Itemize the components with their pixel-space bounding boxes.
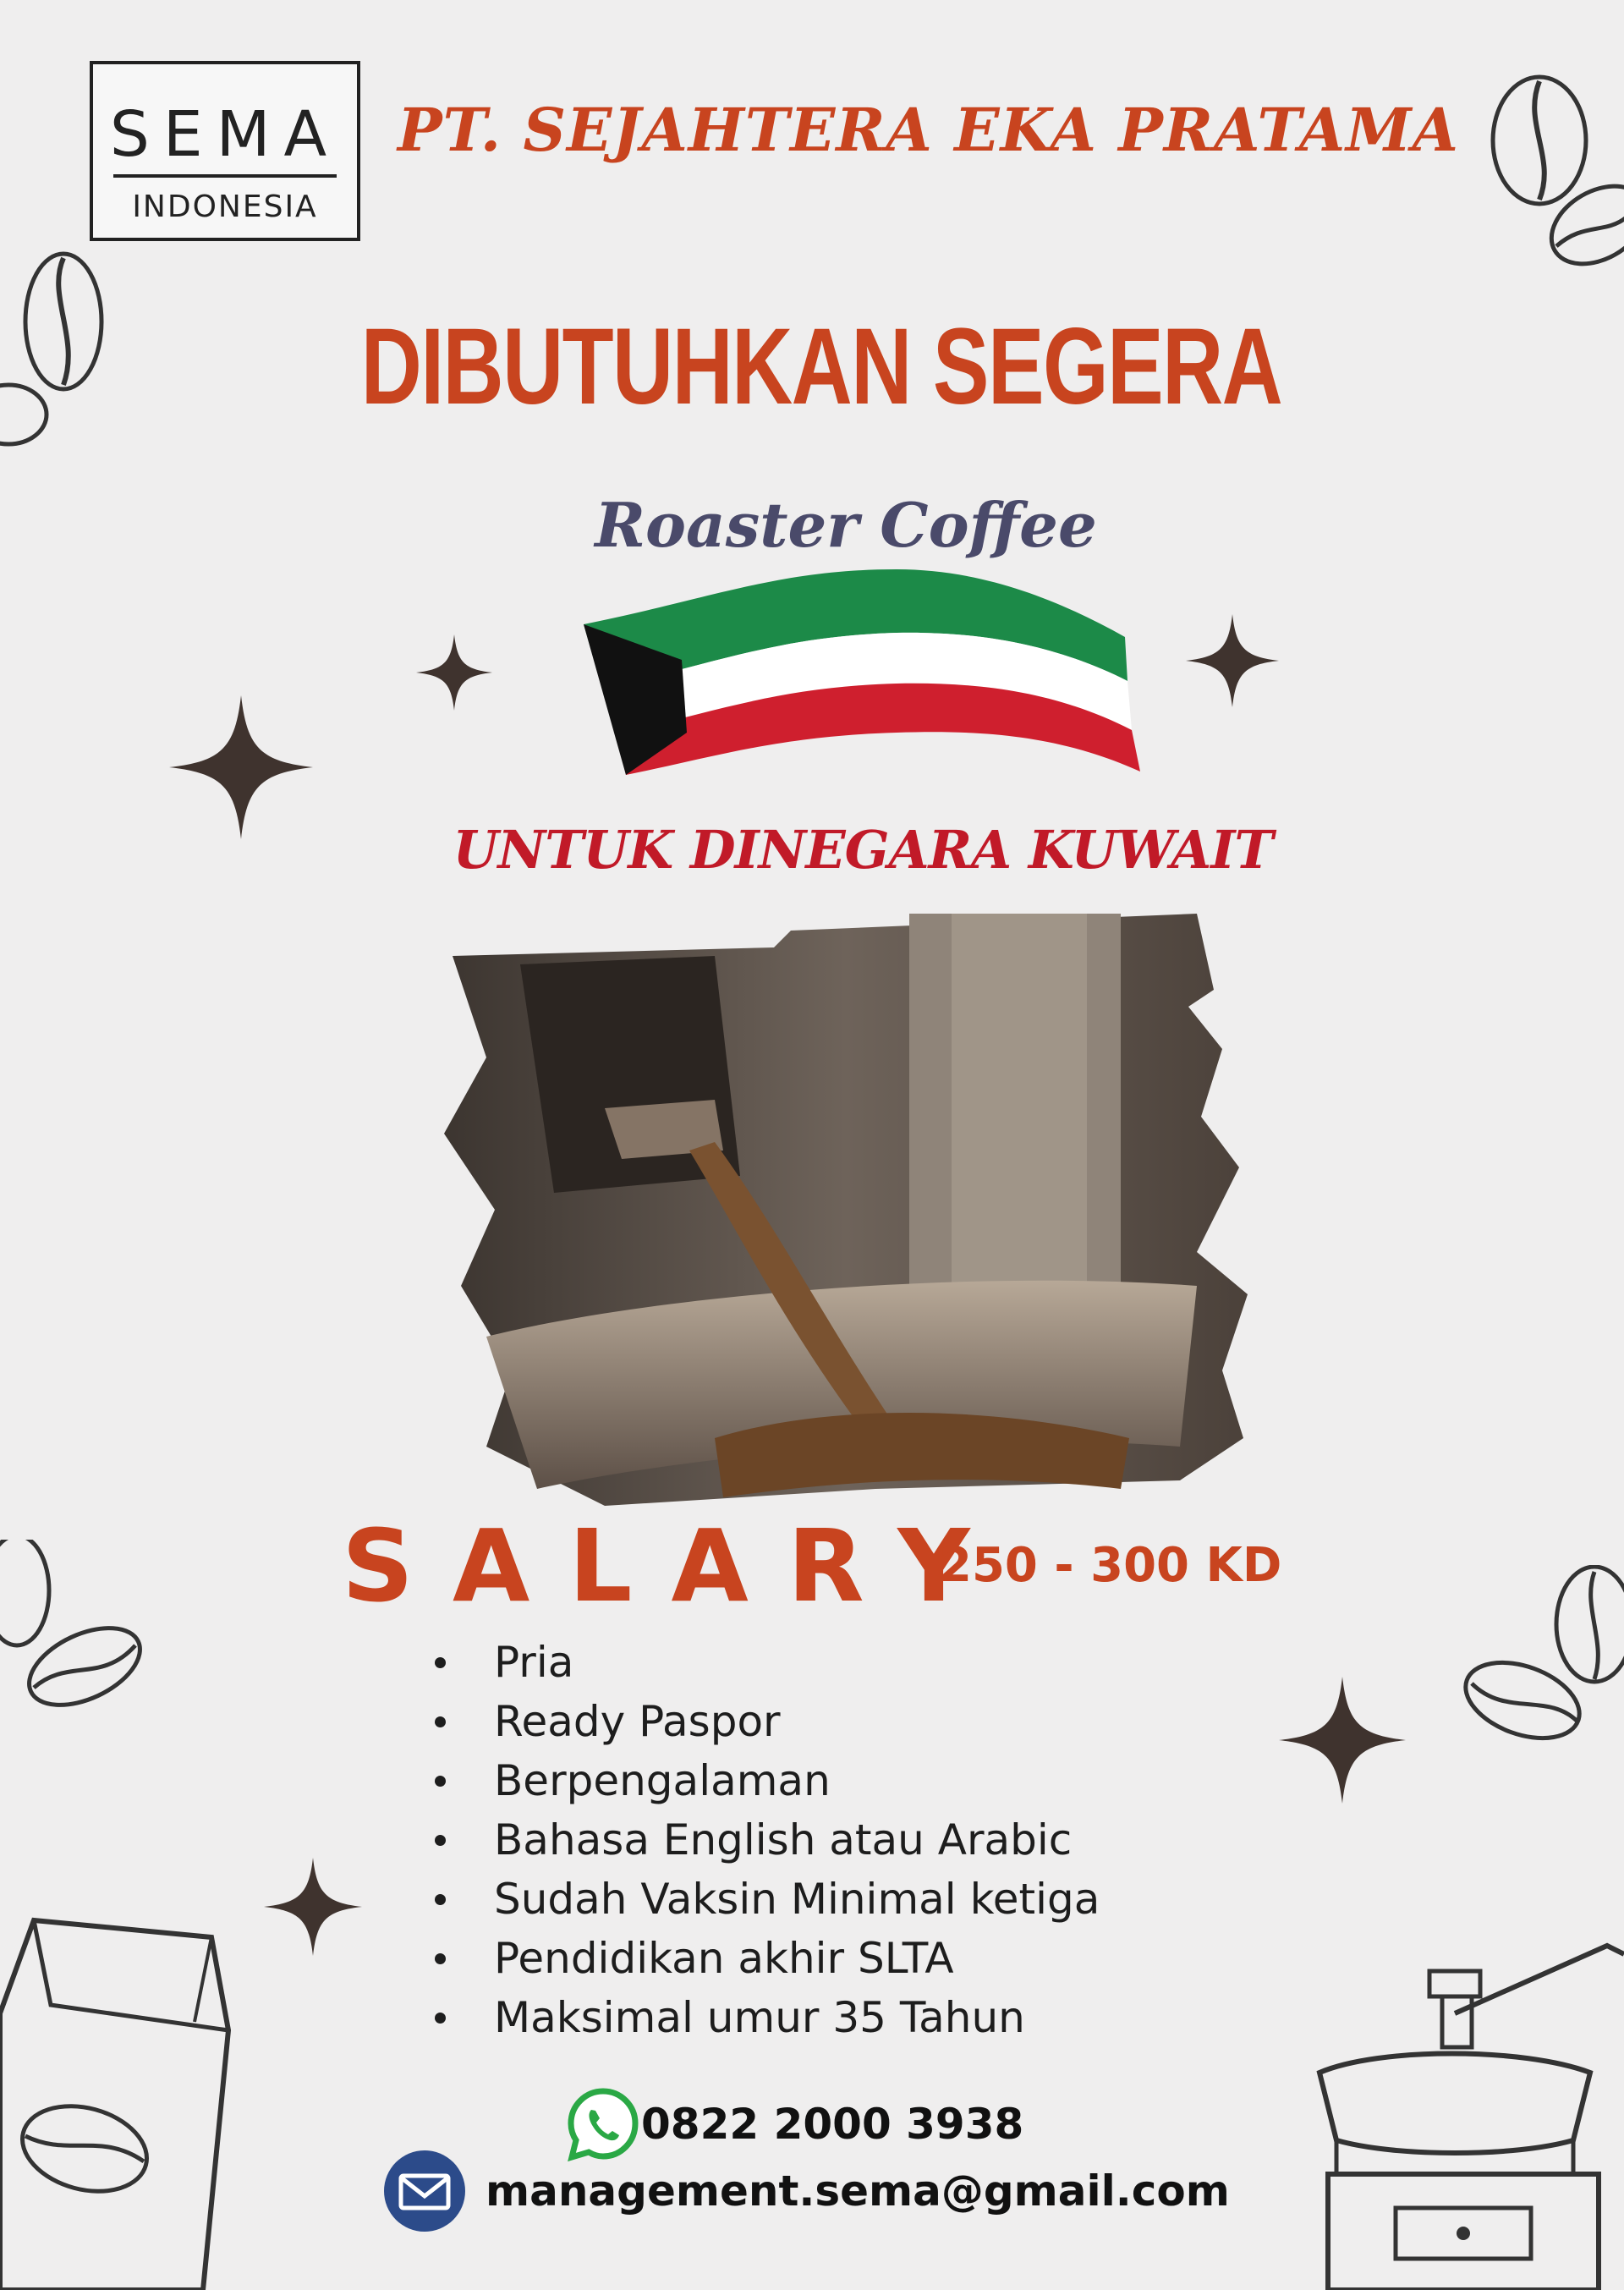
coffee-bean-icon — [0, 1540, 144, 1709]
destination-country: UNTUK DINEGARA KUWAIT — [453, 819, 1273, 881]
sparkle-icon — [169, 695, 313, 839]
logo-word: SEMA — [109, 98, 341, 171]
coffee-bean-icon — [1489, 73, 1624, 267]
list-item: Berpengalaman — [431, 1751, 1277, 1810]
phone-number: 0822 2000 3938 — [641, 2100, 1024, 2149]
job-position: Roaster Coffee — [595, 489, 1097, 561]
logo-subtitle: INDONESIA — [132, 189, 318, 224]
sparkle-icon — [416, 634, 492, 711]
requirements-list — [431, 1633, 1277, 2047]
headline: DIBUTUHKAN SEGERA — [360, 306, 1282, 427]
company-logo — [90, 61, 360, 241]
salary-value: 250 - 300 KD — [939, 1538, 1282, 1593]
mail-icon — [382, 2149, 467, 2233]
list-item: Maksimal umur 35 Tahun — [431, 1988, 1277, 2047]
list-item: Pria — [431, 1633, 1277, 1692]
list-item: Pendidikan akhir SLTA — [431, 1929, 1277, 1988]
coffee-grinder-icon — [1303, 1920, 1624, 2290]
email-address: management.sema@gmail.com — [486, 2166, 1230, 2216]
company-name: PT. SEJAHTERA EKA PRATAMA — [398, 95, 1459, 165]
list-item: Bahasa English atau Arabic — [431, 1810, 1277, 1870]
salary-label: SALARY — [342, 1507, 1009, 1624]
logo-divider — [113, 174, 337, 178]
list-item: Sudah Vaksin Minimal ketiga — [431, 1870, 1277, 1929]
sparkle-icon — [1186, 614, 1279, 707]
contact-email[interactable] — [382, 2149, 1230, 2233]
coffee-bag-icon — [0, 1903, 254, 2290]
list-item: Ready Paspor — [431, 1692, 1277, 1751]
sparkle-icon — [264, 1858, 362, 1956]
coffee-bean-icon — [1455, 1565, 1624, 1751]
coffee-roasting-photo — [436, 897, 1269, 1506]
coffee-bean-icon — [0, 245, 110, 448]
sparkle-icon — [1279, 1677, 1406, 1804]
kuwait-flag — [584, 565, 1150, 777]
